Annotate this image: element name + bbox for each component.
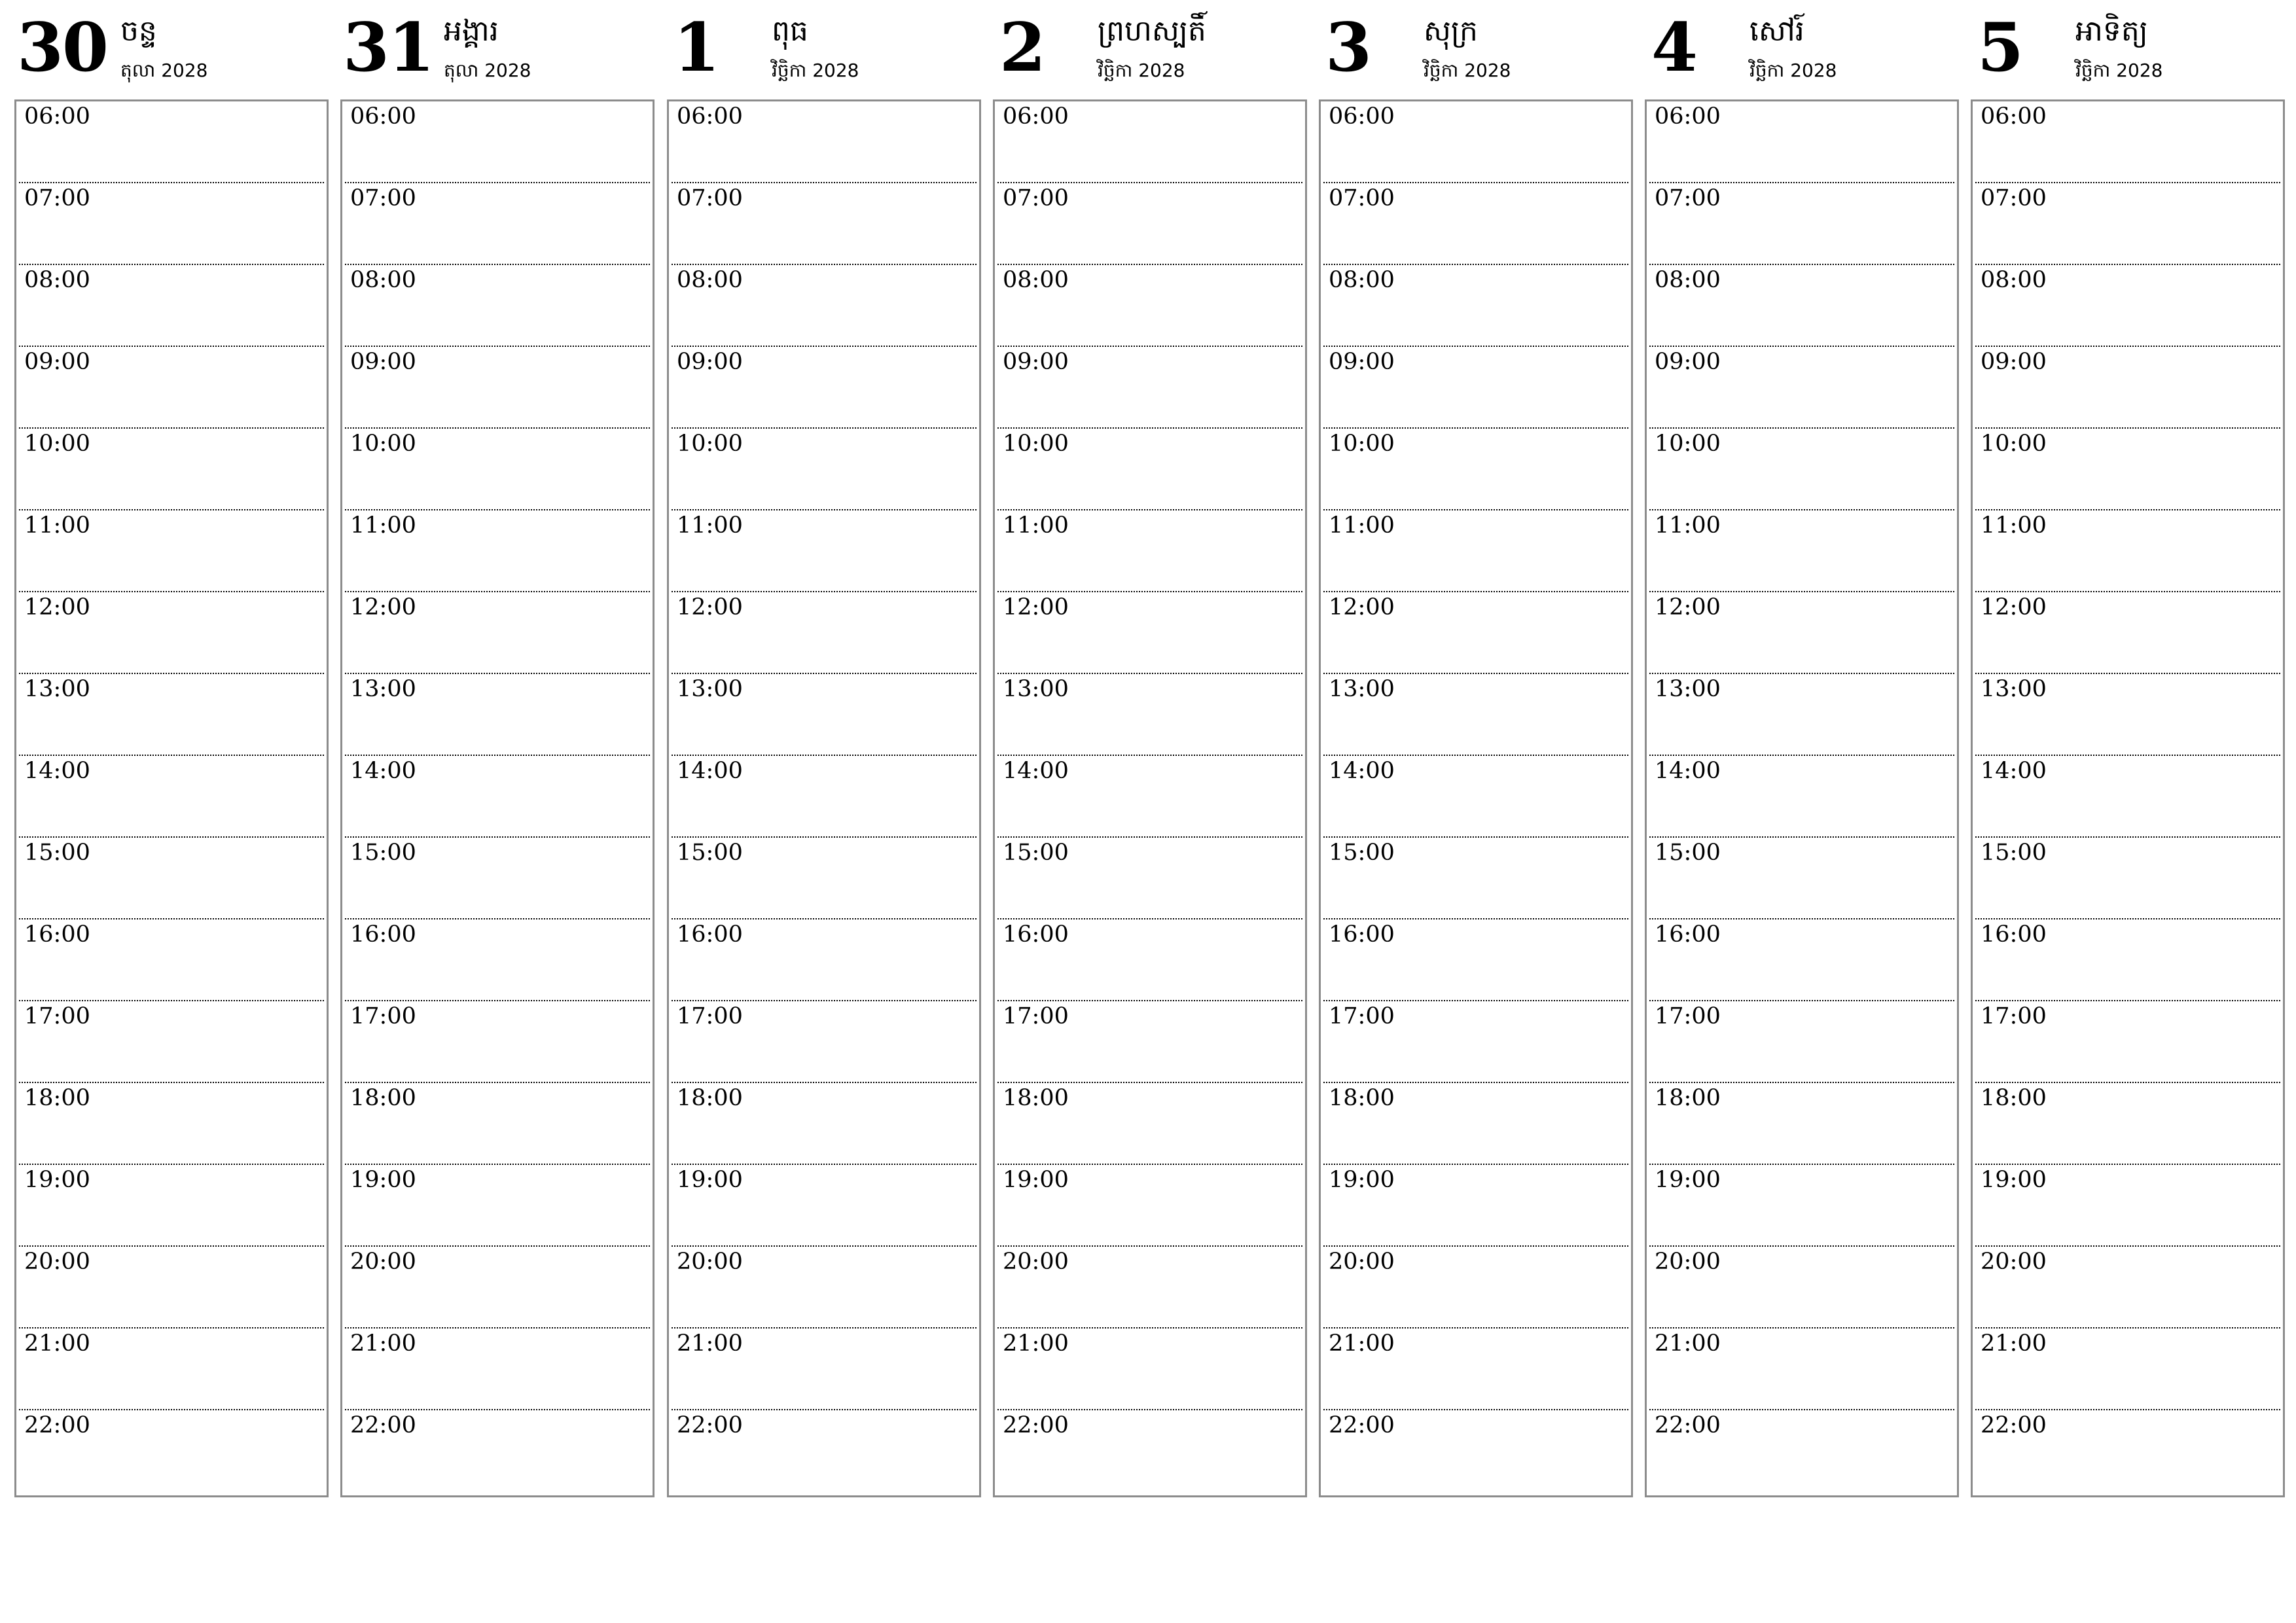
- time-slot[interactable]: [1649, 592, 1954, 674]
- time-slot[interactable]: [672, 674, 977, 756]
- time-slot[interactable]: [672, 1410, 977, 1495]
- time-label: 17:00: [1329, 1003, 1395, 1029]
- time-slot[interactable]: [1975, 1001, 2280, 1083]
- time-label: 14:00: [1003, 758, 1069, 784]
- time-slot[interactable]: [997, 1410, 1302, 1495]
- time-slot[interactable]: [1975, 592, 2280, 674]
- time-slot[interactable]: [997, 510, 1302, 592]
- time-slot[interactable]: [1649, 429, 1954, 510]
- time-slot[interactable]: [1649, 101, 1954, 183]
- time-label: 06:00: [1981, 103, 2047, 130]
- time-slot[interactable]: [672, 510, 977, 592]
- time-label: 15:00: [1655, 840, 1721, 866]
- time-slot[interactable]: [997, 1001, 1302, 1083]
- time-label: 21:00: [1329, 1330, 1395, 1357]
- time-slot[interactable]: [672, 1329, 977, 1410]
- time-slot[interactable]: [1975, 756, 2280, 838]
- time-label: 08:00: [1003, 267, 1069, 293]
- time-slot[interactable]: [1975, 1165, 2280, 1247]
- time-label: 11:00: [24, 512, 90, 539]
- time-slot[interactable]: [345, 101, 650, 183]
- time-slot[interactable]: [1323, 756, 1628, 838]
- time-label: 21:00: [1655, 1330, 1721, 1357]
- time-slot[interactable]: [997, 838, 1302, 919]
- time-slot[interactable]: [19, 265, 324, 347]
- time-slot[interactable]: [1323, 101, 1628, 183]
- time-slot[interactable]: [1649, 674, 1954, 756]
- time-slot[interactable]: [1649, 1165, 1954, 1247]
- time-slot[interactable]: [1975, 265, 2280, 347]
- time-label: 10:00: [24, 431, 90, 457]
- time-label: 06:00: [677, 103, 743, 130]
- time-slot[interactable]: [345, 756, 650, 838]
- time-label: 15:00: [1329, 840, 1395, 866]
- time-label: 17:00: [1655, 1003, 1721, 1029]
- time-label: 13:00: [1003, 676, 1069, 702]
- time-label: 11:00: [1981, 512, 2047, 539]
- day-time-grid: [993, 99, 1307, 1497]
- time-label: 19:00: [24, 1167, 90, 1193]
- time-label: 13:00: [1329, 676, 1395, 702]
- time-label: 11:00: [1655, 512, 1721, 539]
- day-weekday: សុក្រ: [1424, 14, 1478, 48]
- time-slot[interactable]: [345, 1247, 650, 1329]
- time-slot[interactable]: [997, 429, 1302, 510]
- time-label: 09:00: [1329, 349, 1395, 375]
- time-label: 09:00: [1981, 349, 2047, 375]
- time-slot[interactable]: [997, 592, 1302, 674]
- day-weekday: ព្រហស្បតិ៍: [1098, 14, 1206, 48]
- time-slot[interactable]: [345, 592, 650, 674]
- time-slot[interactable]: [19, 510, 324, 592]
- day-month: វិច្ឆិកា 2028: [1424, 60, 1511, 81]
- time-label: 09:00: [1003, 349, 1069, 375]
- time-slot[interactable]: [1323, 510, 1628, 592]
- day-header: [340, 0, 653, 98]
- time-label: 17:00: [1003, 1003, 1069, 1029]
- time-slot[interactable]: [672, 265, 977, 347]
- time-slot[interactable]: [997, 347, 1302, 429]
- day-weekday: ពុធ: [772, 14, 808, 48]
- time-slot[interactable]: [1975, 510, 2280, 592]
- time-slot[interactable]: [19, 1410, 324, 1495]
- time-label: 16:00: [24, 921, 90, 948]
- day-month: វិច្ឆិកា 2028: [2075, 60, 2163, 81]
- time-slot[interactable]: [1975, 183, 2280, 265]
- time-label: 17:00: [24, 1003, 90, 1029]
- time-label: 11:00: [1003, 512, 1069, 539]
- time-label: 10:00: [1655, 431, 1721, 457]
- time-label: 12:00: [1655, 594, 1721, 620]
- time-label: 07:00: [1329, 185, 1395, 211]
- time-slot[interactable]: [1975, 1247, 2280, 1329]
- time-label: 06:00: [1655, 103, 1721, 130]
- day-time-grid: [14, 99, 329, 1497]
- time-slot[interactable]: [345, 1165, 650, 1247]
- time-slot[interactable]: [1649, 1410, 1954, 1495]
- day-number: 4: [1651, 9, 1696, 87]
- time-label: 21:00: [1003, 1330, 1069, 1357]
- time-slot[interactable]: [345, 347, 650, 429]
- time-label: 19:00: [1329, 1167, 1395, 1193]
- time-label: 06:00: [1329, 103, 1395, 130]
- time-label: 11:00: [677, 512, 743, 539]
- time-label: 18:00: [1981, 1085, 2047, 1111]
- time-slot[interactable]: [1975, 919, 2280, 1001]
- time-slot[interactable]: [1323, 1083, 1628, 1165]
- day-weekday: អង្គារ: [444, 14, 499, 48]
- time-label: 09:00: [24, 349, 90, 375]
- time-slot[interactable]: [1975, 347, 2280, 429]
- time-slot[interactable]: [19, 674, 324, 756]
- time-label: 09:00: [1655, 349, 1721, 375]
- day-month: តុលា 2028: [120, 60, 208, 81]
- time-slot[interactable]: [345, 1410, 650, 1495]
- time-slot[interactable]: [672, 1001, 977, 1083]
- time-label: 22:00: [24, 1412, 90, 1438]
- time-slot[interactable]: [19, 101, 324, 183]
- time-slot[interactable]: [1323, 265, 1628, 347]
- day-header: [667, 0, 980, 98]
- time-label: 15:00: [350, 840, 416, 866]
- time-label: 17:00: [1981, 1003, 2047, 1029]
- time-label: 19:00: [350, 1167, 416, 1193]
- day-time-grid: [1319, 99, 1633, 1497]
- day-month: វិច្ឆិកា 2028: [772, 60, 859, 81]
- time-slot[interactable]: [19, 838, 324, 919]
- time-label: 21:00: [24, 1330, 90, 1357]
- day-number: 31: [343, 9, 433, 87]
- time-label: 07:00: [24, 185, 90, 211]
- time-slot[interactable]: [1649, 347, 1954, 429]
- time-label: 08:00: [1981, 267, 2047, 293]
- time-slot[interactable]: [1649, 1083, 1954, 1165]
- time-slot[interactable]: [19, 183, 324, 265]
- day-header: [1971, 0, 2284, 98]
- time-slot[interactable]: [1649, 919, 1954, 1001]
- time-label: 13:00: [24, 676, 90, 702]
- time-slot[interactable]: [997, 183, 1302, 265]
- time-slot[interactable]: [672, 429, 977, 510]
- time-slot[interactable]: [345, 674, 650, 756]
- time-label: 17:00: [350, 1003, 416, 1029]
- day-weekday: សៅរ៍: [1749, 14, 1804, 48]
- time-slot[interactable]: [19, 1001, 324, 1083]
- time-slot[interactable]: [997, 1247, 1302, 1329]
- time-label: 18:00: [24, 1085, 90, 1111]
- time-label: 12:00: [677, 594, 743, 620]
- time-slot[interactable]: [345, 1329, 650, 1410]
- day-month: វិច្ឆិកា 2028: [1749, 60, 1837, 81]
- time-slot[interactable]: [672, 919, 977, 1001]
- time-label: 13:00: [677, 676, 743, 702]
- time-label: 14:00: [1981, 758, 2047, 784]
- time-slot[interactable]: [19, 429, 324, 510]
- time-label: 20:00: [350, 1249, 416, 1275]
- time-label: 09:00: [677, 349, 743, 375]
- time-slot[interactable]: [1323, 592, 1628, 674]
- time-label: 17:00: [677, 1003, 743, 1029]
- time-label: 18:00: [350, 1085, 416, 1111]
- day-header: [993, 0, 1306, 98]
- time-label: 14:00: [677, 758, 743, 784]
- day-number: 5: [1977, 9, 2022, 87]
- time-label: 08:00: [350, 267, 416, 293]
- day-header: [1319, 0, 1632, 98]
- time-label: 07:00: [350, 185, 416, 211]
- time-label: 20:00: [1981, 1249, 2047, 1275]
- time-slot[interactable]: [1323, 1410, 1628, 1495]
- time-label: 07:00: [1003, 185, 1069, 211]
- day-number: 1: [673, 9, 719, 87]
- time-label: 13:00: [1981, 676, 2047, 702]
- time-label: 21:00: [350, 1330, 416, 1357]
- time-slot[interactable]: [19, 347, 324, 429]
- time-label: 21:00: [677, 1330, 743, 1357]
- time-label: 07:00: [1981, 185, 2047, 211]
- day-weekday: អាទិត្យ: [2075, 14, 2148, 48]
- time-label: 15:00: [24, 840, 90, 866]
- time-label: 22:00: [1981, 1412, 2047, 1438]
- time-label: 10:00: [350, 431, 416, 457]
- time-label: 11:00: [1329, 512, 1395, 539]
- time-slot[interactable]: [997, 1329, 1302, 1410]
- time-label: 16:00: [1003, 921, 1069, 948]
- time-slot[interactable]: [997, 101, 1302, 183]
- time-label: 12:00: [350, 594, 416, 620]
- time-label: 18:00: [1003, 1085, 1069, 1111]
- time-slot[interactable]: [997, 674, 1302, 756]
- day-header: [1645, 0, 1958, 98]
- time-label: 19:00: [677, 1167, 743, 1193]
- time-slot[interactable]: [672, 347, 977, 429]
- time-label: 11:00: [350, 512, 416, 539]
- time-slot[interactable]: [1323, 1247, 1628, 1329]
- time-slot[interactable]: [672, 183, 977, 265]
- time-slot[interactable]: [345, 1001, 650, 1083]
- time-label: 07:00: [677, 185, 743, 211]
- time-slot[interactable]: [19, 592, 324, 674]
- time-slot[interactable]: [672, 756, 977, 838]
- time-slot[interactable]: [997, 1083, 1302, 1165]
- time-label: 14:00: [24, 758, 90, 784]
- time-label: 09:00: [350, 349, 416, 375]
- time-label: 16:00: [1981, 921, 2047, 948]
- time-slot[interactable]: [19, 1083, 324, 1165]
- time-slot[interactable]: [1323, 919, 1628, 1001]
- time-label: 21:00: [1981, 1330, 2047, 1357]
- time-label: 06:00: [24, 103, 90, 130]
- time-slot[interactable]: [345, 510, 650, 592]
- time-slot[interactable]: [19, 1329, 324, 1410]
- time-label: 14:00: [1655, 758, 1721, 784]
- time-label: 22:00: [350, 1412, 416, 1438]
- time-label: 06:00: [1003, 103, 1069, 130]
- time-label: 20:00: [1655, 1249, 1721, 1275]
- time-label: 22:00: [1329, 1412, 1395, 1438]
- time-label: 08:00: [677, 267, 743, 293]
- time-slot[interactable]: [1975, 101, 2280, 183]
- time-slot[interactable]: [672, 1165, 977, 1247]
- time-label: 15:00: [1981, 840, 2047, 866]
- day-weekday: ចន្ទ: [120, 14, 157, 48]
- time-slot[interactable]: [1649, 1329, 1954, 1410]
- time-slot[interactable]: [1975, 838, 2280, 919]
- time-label: 19:00: [1655, 1167, 1721, 1193]
- time-slot[interactable]: [345, 838, 650, 919]
- time-slot[interactable]: [1323, 838, 1628, 919]
- time-slot[interactable]: [1323, 1165, 1628, 1247]
- time-slot[interactable]: [19, 919, 324, 1001]
- time-slot[interactable]: [1975, 1083, 2280, 1165]
- day-time-grid: [1971, 99, 2285, 1497]
- time-slot[interactable]: [1649, 756, 1954, 838]
- time-slot[interactable]: [1975, 674, 2280, 756]
- time-label: 08:00: [24, 267, 90, 293]
- time-label: 15:00: [677, 840, 743, 866]
- time-slot[interactable]: [672, 1247, 977, 1329]
- time-slot[interactable]: [345, 919, 650, 1001]
- time-label: 16:00: [677, 921, 743, 948]
- day-number: 3: [1325, 9, 1371, 87]
- time-slot[interactable]: [1975, 1410, 2280, 1495]
- time-slot[interactable]: [997, 1165, 1302, 1247]
- day-number: 2: [999, 9, 1045, 87]
- time-slot[interactable]: [672, 592, 977, 674]
- time-slot[interactable]: [1649, 1001, 1954, 1083]
- time-slot[interactable]: [997, 756, 1302, 838]
- time-label: 14:00: [350, 758, 416, 784]
- time-label: 15:00: [1003, 840, 1069, 866]
- time-slot[interactable]: [1323, 347, 1628, 429]
- time-slot[interactable]: [19, 1165, 324, 1247]
- time-slot[interactable]: [1323, 429, 1628, 510]
- time-slot[interactable]: [1649, 265, 1954, 347]
- time-label: 08:00: [1329, 267, 1395, 293]
- time-label: 06:00: [350, 103, 416, 130]
- day-header: [14, 0, 327, 98]
- time-label: 20:00: [24, 1249, 90, 1275]
- time-slot[interactable]: [19, 1247, 324, 1329]
- time-label: 20:00: [1329, 1249, 1395, 1275]
- time-slot[interactable]: [345, 1083, 650, 1165]
- time-slot[interactable]: [1323, 183, 1628, 265]
- time-label: 07:00: [1655, 185, 1721, 211]
- time-label: 18:00: [1655, 1085, 1721, 1111]
- time-label: 10:00: [677, 431, 743, 457]
- time-label: 10:00: [1329, 431, 1395, 457]
- time-slot[interactable]: [1975, 429, 2280, 510]
- time-slot[interactable]: [1649, 510, 1954, 592]
- time-slot[interactable]: [345, 183, 650, 265]
- time-label: 13:00: [350, 676, 416, 702]
- time-slot[interactable]: [997, 919, 1302, 1001]
- time-slot[interactable]: [1649, 838, 1954, 919]
- day-time-grid: [1645, 99, 1959, 1497]
- time-label: 14:00: [1329, 758, 1395, 784]
- time-label: 10:00: [1981, 431, 2047, 457]
- time-label: 18:00: [1329, 1085, 1395, 1111]
- day-month: វិច្ឆិកា 2028: [1098, 60, 1185, 81]
- time-label: 22:00: [1003, 1412, 1069, 1438]
- time-slot[interactable]: [345, 429, 650, 510]
- time-slot[interactable]: [1323, 1001, 1628, 1083]
- time-slot[interactable]: [672, 101, 977, 183]
- time-slot[interactable]: [1649, 183, 1954, 265]
- time-slot[interactable]: [672, 1083, 977, 1165]
- time-label: 12:00: [1003, 594, 1069, 620]
- time-label: 19:00: [1003, 1167, 1069, 1193]
- time-label: 20:00: [1003, 1249, 1069, 1275]
- time-label: 10:00: [1003, 431, 1069, 457]
- weekly-planner: [14, 0, 2286, 1505]
- time-label: 20:00: [677, 1249, 743, 1275]
- time-slot[interactable]: [345, 265, 650, 347]
- time-label: 22:00: [1655, 1412, 1721, 1438]
- time-slot[interactable]: [1323, 1329, 1628, 1410]
- time-slot[interactable]: [997, 265, 1302, 347]
- time-label: 22:00: [677, 1412, 743, 1438]
- time-label: 18:00: [677, 1085, 743, 1111]
- day-number: 30: [17, 9, 107, 87]
- time-label: 12:00: [24, 594, 90, 620]
- time-label: 13:00: [1655, 676, 1721, 702]
- time-slot[interactable]: [1323, 674, 1628, 756]
- time-label: 16:00: [1655, 921, 1721, 948]
- day-month: តុលា 2028: [444, 60, 531, 81]
- time-label: 16:00: [1329, 921, 1395, 948]
- time-label: 12:00: [1981, 594, 2047, 620]
- time-label: 08:00: [1655, 267, 1721, 293]
- time-label: 16:00: [350, 921, 416, 948]
- day-time-grid: [340, 99, 655, 1497]
- time-slot[interactable]: [19, 756, 324, 838]
- time-slot[interactable]: [672, 838, 977, 919]
- time-label: 19:00: [1981, 1167, 2047, 1193]
- time-slot[interactable]: [1649, 1247, 1954, 1329]
- day-time-grid: [667, 99, 981, 1497]
- time-slot[interactable]: [1975, 1329, 2280, 1410]
- time-label: 12:00: [1329, 594, 1395, 620]
